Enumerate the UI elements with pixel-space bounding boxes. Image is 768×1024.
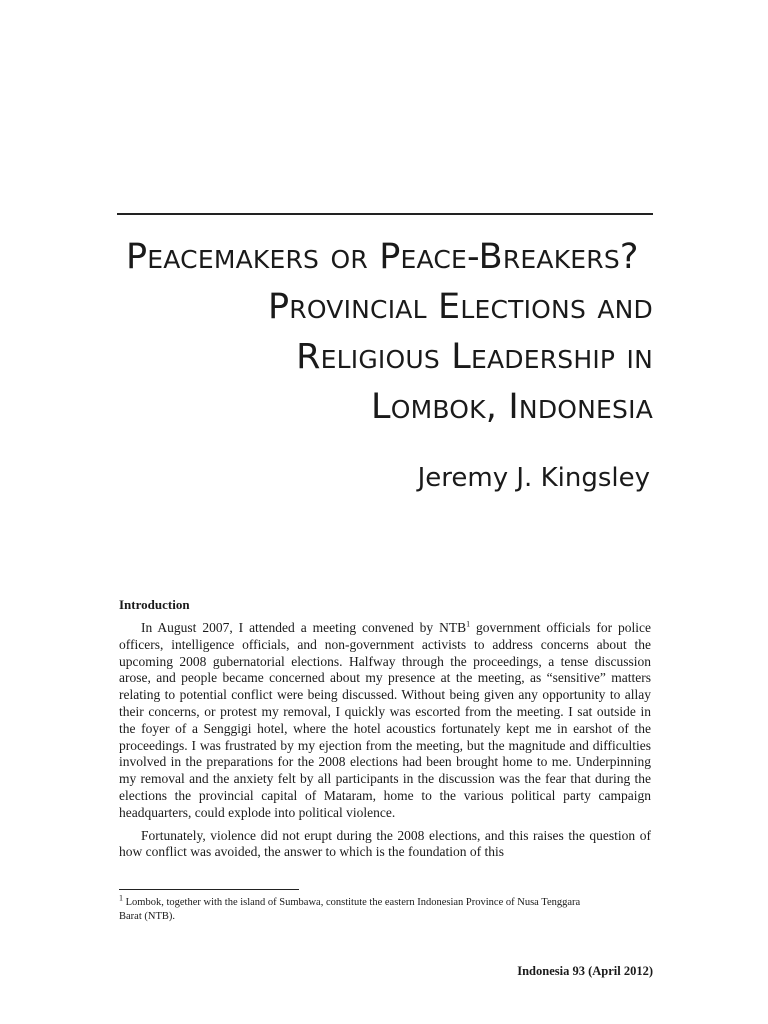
- section-heading-introduction: Introduction: [119, 597, 190, 612]
- body-paragraph-1: [119, 620, 651, 822]
- title-top-rule: [117, 213, 653, 215]
- title-line-2: Provincial Elections and: [267, 287, 653, 327]
- body-paragraph-2: Fortunately, violence did not erupt during the 2008 elections, and this raises the question of how conflict was avoided, the answer to which is the foundation of this: [119, 827, 651, 860]
- article-author: Jeremy J. Kingsley: [417, 463, 650, 493]
- footnote-reference: 1: [466, 619, 471, 629]
- article-title: [117, 232, 653, 432]
- paragraph-1-text-rest: government officials for police officers, intelligence officials, and non-government activists to address concerns about the upcoming 2008 gubernatorial elections. Halfway through the proceedings, a tense discussion arose, and people became concerned about my presence at the meeting, as “sensitive” matters relating to potential conflict were being discussed. Without being given any opportunity to allay their concerns, or protest my removal, I quickly was escorted from the meeting. I sat outside in the foyer of a Senggigi hotel, where the hotel acoustics fortunately kept me in earshot of the proceedings. I was frustrated by my ejection from the meeting, but the magnitude and difficulties involved in the preparations for the 2008 elections had been brought home to me. Underpinning my removal and the anxiety felt by all participants in the discussion was the fear that during the elections the provincial capital of Mataram, home to the various political party campaign headquarters, could explode into political violence.: [119, 620, 651, 820]
- footnote-number: 1: [119, 893, 123, 903]
- title-line-4: Lombok, Indonesia: [371, 387, 653, 427]
- footnote-1: [119, 893, 589, 923]
- paragraph-1-text-start: In August 2007, I attended a meeting convened by NTB: [141, 620, 467, 635]
- journal-citation: Indonesia 93 (April 2012): [517, 964, 653, 978]
- title-line-1: Peacemakers or Peace-Breakers?: [126, 237, 639, 277]
- article-body: [119, 620, 651, 867]
- title-line-3: Religious Leadership in: [296, 337, 653, 377]
- footnote-rule: [119, 889, 299, 890]
- footnote-text: Lombok, together with the island of Sumbawa, constitute the eastern Indonesian Province of Nusa Tenggara Barat (NTB).: [119, 897, 581, 922]
